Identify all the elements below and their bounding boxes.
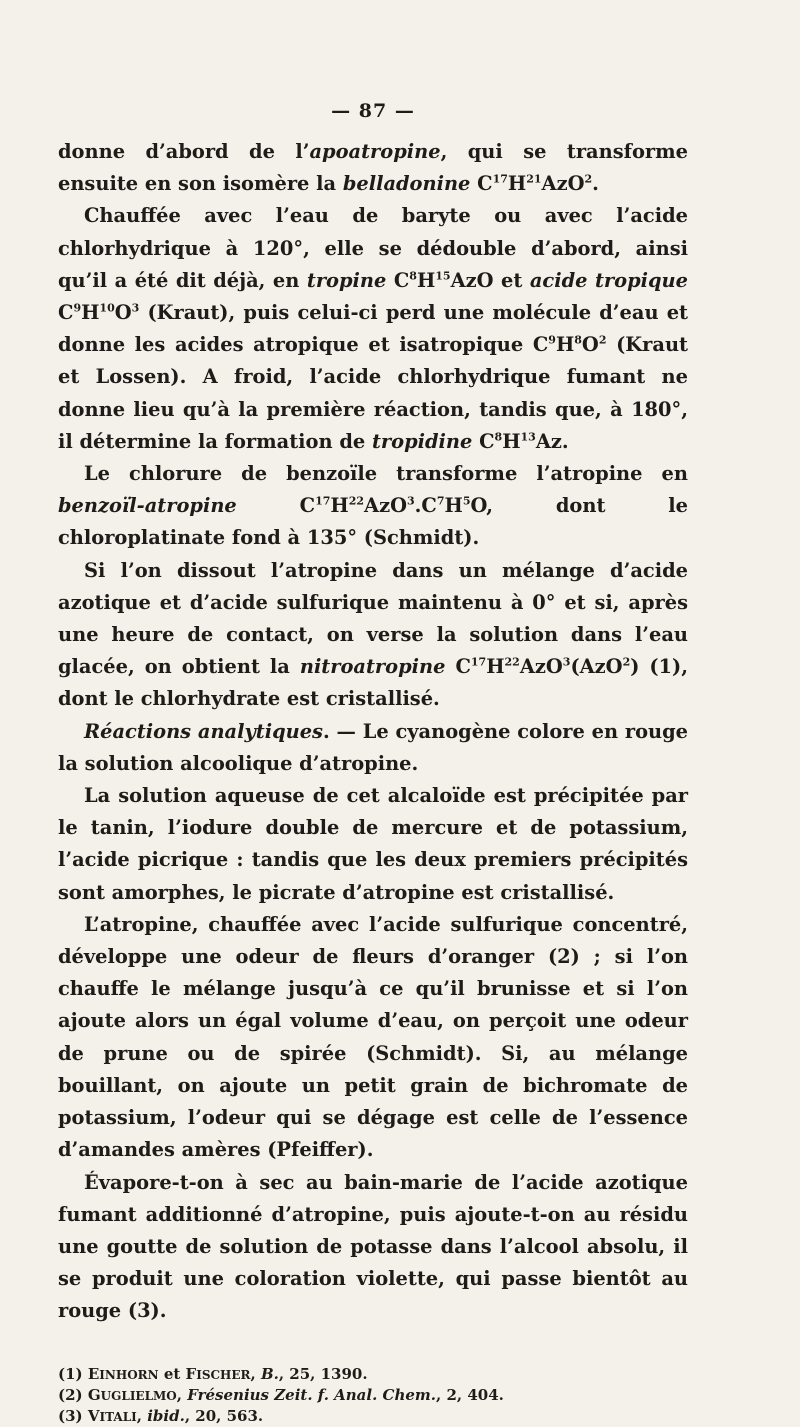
paragraph: Chauffée avec l’eau de baryte ou avec l’acide chlorhydrique à 120°, elle se dédouble d’abord, ainsi qu’il a été dit déjà, en tropine $C^8H^{15}AzO$ et acide tropique $C^9H^{10}O^3$ (Kraut), puis celui-ci perd une molécule d’eau et donne les acides atropique et isatropique $C^9H^8O^2$ (Kraut et Lossen). A froid, l’acide chlorhydrique fumant ne donne lieu qu’à la première réaction, tandis que, à 180°, il détermine la formation de tropidine $C^8H^{13}Az$. [58,204,688,453]
footnote: (2) GUGLIELMO, Frésenius Zeit. f. Anal. Chem., 2, 404. [58,1385,504,1404]
paragraph: Réactions analytiques. — Le cyanogène colore en rouge la solution alcoolique d’atropine. [58,719,688,775]
page-number: — 87 — [331,100,415,122]
paragraph: Si l’on dissout l’atropine dans un mélange d’acide azotique et d’acide sulfurique maintenu à 0° et si, après une heure de contact, on verse la solution dans l’eau glacée, on obtient la nitroatropine $C^{17}H^{22}AzO^3(AzO^2)$ (1), dont le chlorhydrate est cristallisé. [58,558,688,711]
footnote: (3) VITALI, ibid., 20, 563. [58,1406,264,1425]
footnote: (1) EINHORN et FISCHER, B., 25, 1390. [58,1364,368,1383]
body-text [58,136,688,1328]
paragraph: Évapore-t-on à sec au bain-marie de l’acide azotique fumant additionné d’atropine, puis ajoute-t-on au résidu une goutte de solution de potasse dans l’alcool absolu, il se produit une coloration violette, qui passe bientôt au rouge (3). [58,1170,688,1323]
paragraph: Le chlorure de benzoïle transforme l’atropine en benzoïl-atropine $C^{17}H^{22}AzO^3.C^7H^5O$, dont le chloroplatinate fond à 135° (Schmidt). [58,462,688,550]
document-page [58,100,688,1427]
paragraph: La solution aqueuse de cet alcaloïde est précipitée par le tanin, l’iodure double de mercure et de potassium, l’acide picrique : tandis que les deux premiers précipités sont amorphes, le picrate d’atropine est cristallisé. [58,784,688,904]
footnotes [58,1364,688,1427]
paragraph: donne d’abord de l’apoatropine, qui se transforme ensuite en son isomère la belladonine $C^{17}H^{21}AzO^2$. [58,140,688,196]
paragraph: L’atropine, chauffée avec l’acide sulfurique concentré, développe une odeur de fleurs d’oranger (2) ; si l’on chauffe le mélange jusqu’à ce qu’il brunisse et si l’on ajoute alors un égal volume d’eau, on perçoit une odeur de prune ou de spirée (Schmidt). Si, au mélange bouillant, on ajoute un petit grain de bichromate de potassium, l’odeur qui se dégage est celle de l’essence d’amandes amères (Pfeiffer). [58,912,688,1162]
